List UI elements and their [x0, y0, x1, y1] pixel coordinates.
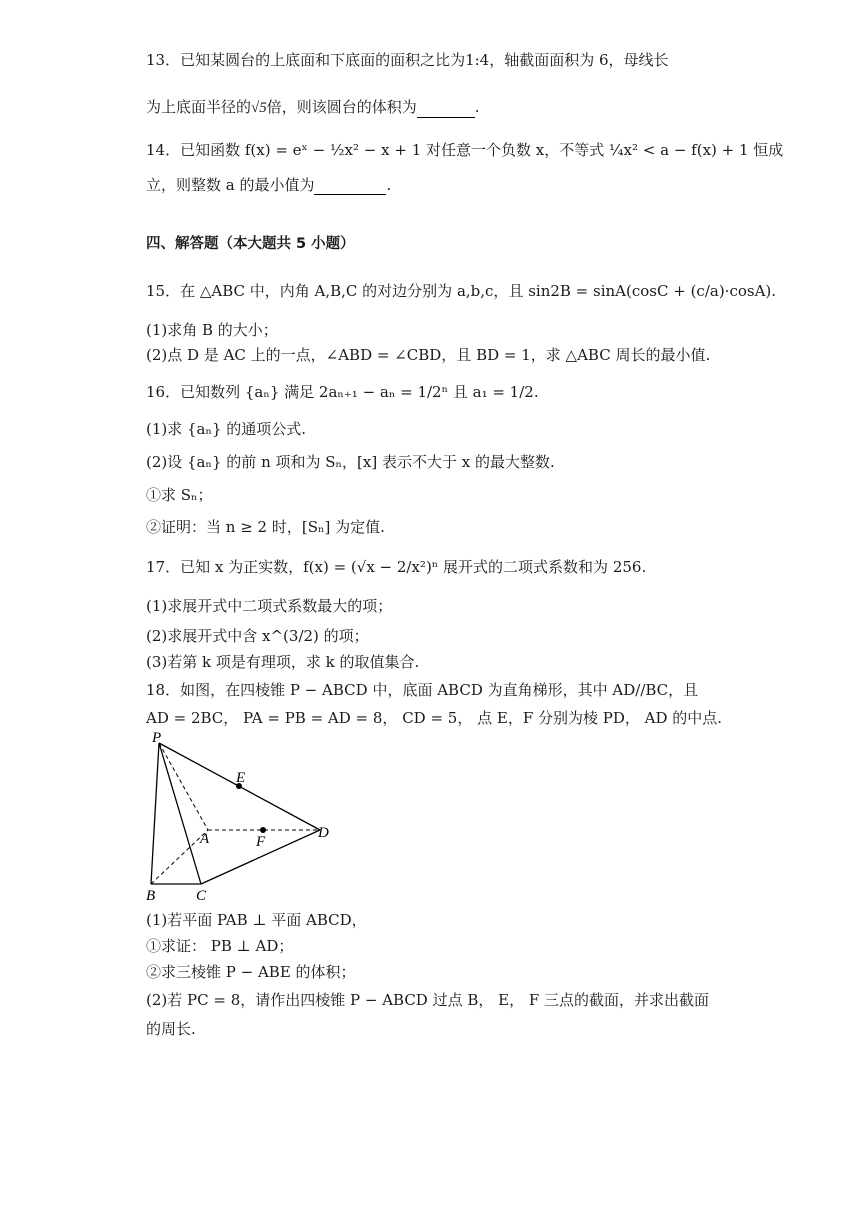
label-P: P	[152, 730, 162, 746]
q18-part2-line1: (2)若 PC = 8，请作出四棱锥 P − ABCD 过点 B， E， F 三点的截面，并求出截面	[146, 991, 710, 1009]
q13-line2-text-b: 倍，则该圆台的体积为	[266, 98, 417, 116]
q16-part2: (2)设 {aₙ} 的前 n 项和为 Sₙ，[x] 表示不大于 x 的最大整数.	[146, 453, 555, 471]
q17-part2: (2)求展开式中含 x^(3/2) 的项；	[146, 627, 369, 645]
pyramid-figure	[140, 728, 340, 903]
q13-line2	[146, 97, 480, 118]
q16-part1: (1)求 {aₙ} 的通项公式.	[146, 420, 307, 438]
edge-PB	[151, 743, 159, 884]
q18-stem-line1: 18．如图，在四棱锥 P − ABCD 中，底面 ABCD 为直角梯形，其中 AD//BC，且	[146, 681, 699, 699]
label-E: E	[236, 770, 246, 786]
edge-PC	[159, 743, 201, 884]
section-heading: 四、解答题（本大题共 5 小题）	[146, 236, 355, 252]
q13-sqrt5: √5	[251, 100, 267, 116]
q13-period: .	[474, 98, 480, 116]
q17-part3: (3)若第 k 项是有理项，求 k 的取值集合.	[146, 653, 420, 671]
q18-stem-line2: AD = 2BC， PA = PB = AD = 8， CD = 5， 点 E，F 分别为棱 PD， AD 的中点.	[146, 709, 723, 727]
q18-part1a: ①求证： PB ⊥ AD；	[146, 937, 294, 955]
point-F	[260, 827, 266, 833]
q13-line1: 13．已知某圆台的上底面和下底面的面积之比为1:4，轴截面面积为 6，母线长	[146, 51, 669, 69]
q15-part1: (1)求角 B 的大小；	[146, 321, 278, 339]
q14-answer-blank[interactable]	[314, 174, 386, 195]
q14-line2	[146, 174, 391, 195]
q15-stem: 15．在 △ABC 中，内角 A,B,C 的对边分别为 a,b,c，且 sin2B = sinA(cosC + (c/a)·cosA).	[146, 282, 777, 300]
q15-part2: (2)点 D 是 AC 上的一点，∠ABD = ∠CBD，且 BD = 1，求 △ABC 周长的最小值.	[146, 346, 711, 364]
q18-part1b: ②求三棱锥 P − ABE 的体积；	[146, 963, 356, 981]
q16-part2a: ①求 Sₙ；	[146, 486, 213, 504]
q14-line2-text: 立，则整数 a 的最小值为	[146, 176, 315, 194]
q13-answer-blank[interactable]	[417, 97, 475, 118]
q14-line1: 14．已知函数 f(x) = eˣ − ½x² − x + 1 对任意一个负数 x，不等式 ¼x² < a − f(x) + 1 恒成	[146, 141, 784, 159]
q18-part1: (1)若平面 PAB ⊥ 平面 ABCD，	[146, 911, 367, 929]
q18-part2-line2: 的周长.	[146, 1020, 196, 1038]
q16-part2b: ②证明：当 n ≥ 2 时，[Sₙ] 为定值.	[146, 518, 385, 536]
q17-stem: 17．已知 x 为正实数，f(x) = (√x − 2/x²)ⁿ 展开式的二项式系数和为 256.	[146, 558, 647, 576]
label-C: C	[196, 888, 207, 903]
label-A: A	[200, 831, 210, 847]
q13-line2-text-a: 为上底面半径的	[146, 98, 252, 116]
q17-part1: (1)求展开式中二项式系数最大的项；	[146, 597, 393, 615]
label-F: F	[256, 834, 266, 850]
q14-period: .	[386, 176, 392, 194]
q16-stem: 16．已知数列 {aₙ} 满足 2aₙ₊₁ − aₙ = 1/2ⁿ 且 a₁ = 1/2.	[146, 383, 539, 401]
label-B: B	[146, 888, 156, 903]
label-D: D	[318, 825, 329, 841]
